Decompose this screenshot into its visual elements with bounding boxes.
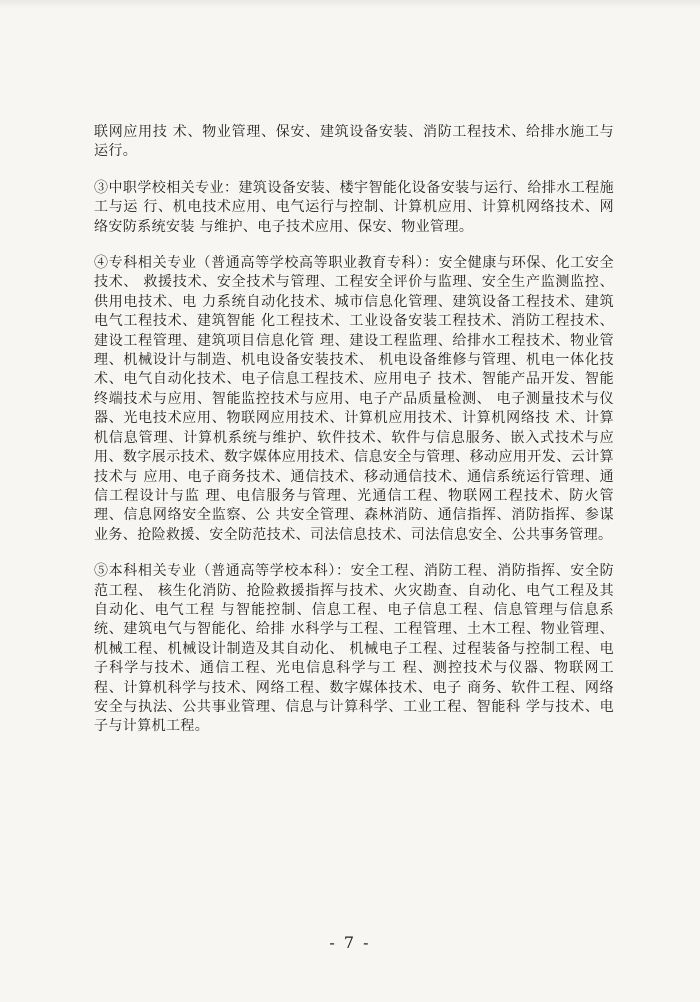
document-body <box>94 123 614 737</box>
paragraph-gap <box>94 545 614 562</box>
paragraph-gap <box>94 237 614 254</box>
page-number: - 7 - <box>329 933 371 952</box>
paragraph-secondary-vocational: ③中职学校相关专业：建筑设备安装、楼宇智能化设备安装与运行、给排水工程施工与运 行、机电技术应用、电气运行与控制、计算机应用、计算机网络技术、网络安防系统安装 与维护、电子技术应用、保安、物业管理。 <box>94 179 614 235</box>
paragraph-junior-college: ④专科相关专业（普通高等学校高等职业教育专科）：安全健康与环保、化工安全技术、 救援技术、安全技术与管理、工程安全评价与监理、安全生产监测监控、供用电技术、电 力系统自动化技术、城市信息化管理、建筑设备工程技术、建筑电气工程技术、建筑智能 化工程技术、工业设备安装工程技术、消防工程技术、建设工程管理、建筑项目信息化管 理、建设工程监理、给排水工程技术、物业管理、机械设计与制造、机电设备安装技术、 机电设备维修与管理、机电一体化技术、电气自动化技术、电子信息工程技术、应用电子 技术、智能产品开发、智能终端技术与应用、智能监控技术与应用、电子产品质量检测、 电子测量技术与仪器、光电技术应用、物联网应用技术、计算机应用技术、计算机网络技 术、计算机信息管理、计算机系统与维护、软件技术、软件与信息服务、嵌入式技术与应 用、数字展示技术、数字媒体应用技术、信息安全与管理、移动应用开发、云计算技术与 应用、电子商务技术、通信技术、移动通信技术、通信系统运行管理、通信工程设计与监 理、电信服务与管理、光通信工程、物联网工程技术、防火管理、信息网络安全监察、公 共安全管理、森林消防、通信指挥、消防指挥、参谋业务、抢险救援、安全防范技术、司法信息技术、司法信息安全、公共事务管理。 <box>94 255 614 543</box>
scan-edge <box>0 0 700 8</box>
paragraph-continuation: 联网应用技 术、物业管理、保安、建筑设备安装、消防工程技术、给排水施工与运行。 <box>94 124 614 160</box>
paragraph-gap <box>94 162 614 179</box>
paragraph-undergraduate: ⑤本科相关专业（普通高等学校本科）：安全工程、消防工程、消防指挥、安全防范工程、 核生化消防、抢险救援指挥与技术、火灾勘查、自动化、电气工程及其自动化、电气工程 与智能控制、信息工程、电子信息工程、信息管理与信息系统、建筑电气与智能化、给排 水科学与工程、工程管理、土木工程、物业管理、机械工程、机械设计制造及其自动化、 机械电子工程、过程装备与控制工程、电子科学与技术、通信工程、光电信息科学与工 程、测控技术与仪器、物联网工程、计算机科学与技术、网络工程、数字媒体技术、电子 商务、软件工程、网络安全与执法、公共事业管理、信息与计算科学、工业工程、智能科 学与技术、电子与计算机工程。 <box>94 563 614 735</box>
